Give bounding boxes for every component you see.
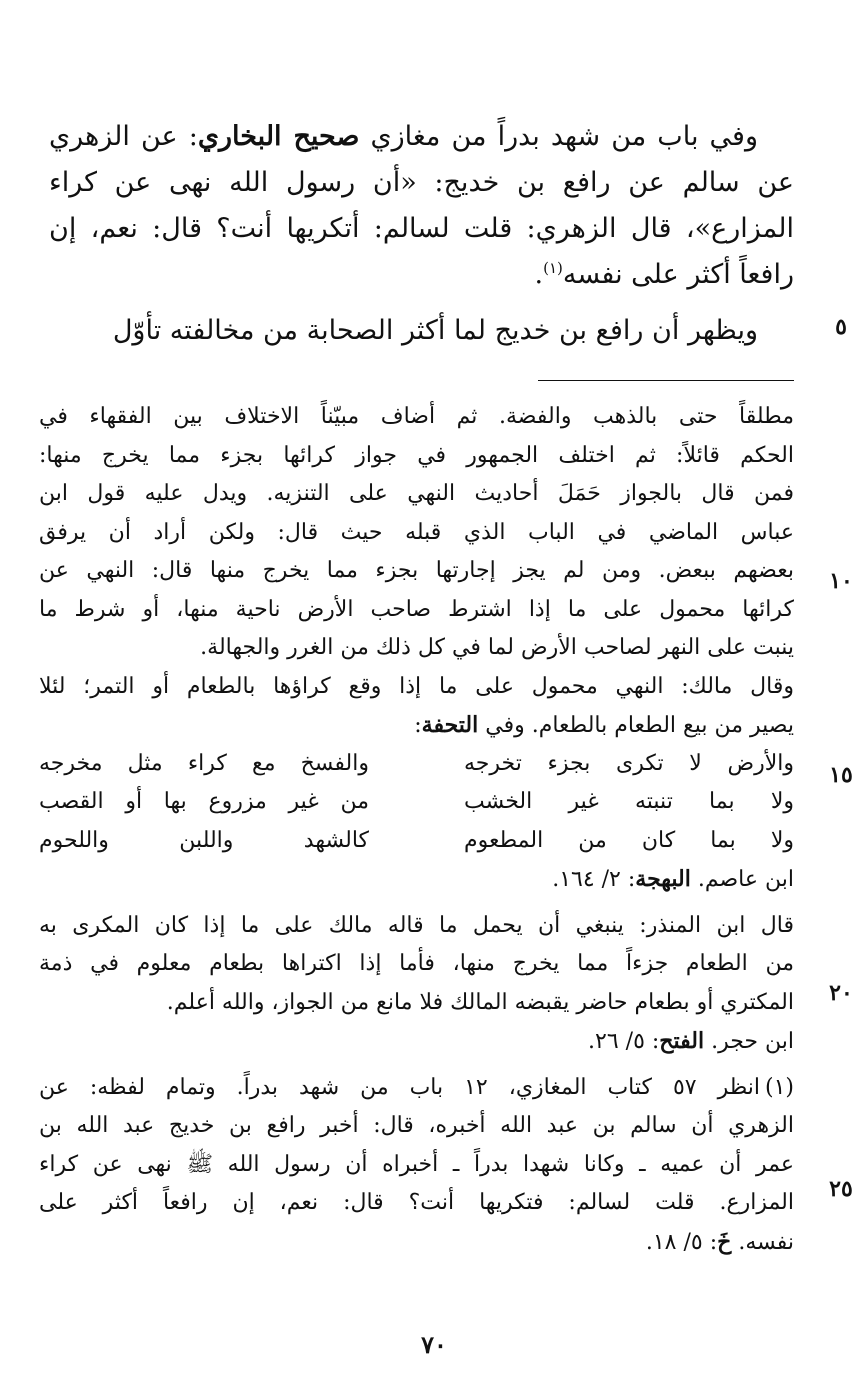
footnote-1-citation: نفسه. خَ: ٥/ ١٨. xyxy=(645,1228,794,1255)
note-line: بعضهم ببعض. ومن لم يجز إجارتها بجزء مما يخرج منها قال: النهي عن xyxy=(39,558,794,583)
note-line: قال ابن المنذر: ينبغي أن يحمل ما قاله مالك على ما إذا كان المكرى به xyxy=(39,912,794,938)
footnote-1-line: الزهري أن سالم بن عبد الله أخبره، قال: أخبر رافع بن خديج عبد الله بن xyxy=(39,1113,794,1138)
footnote-1-line: المزارع. قلت لسالم: فتكريها أنت؟ قال: نعم، إن رافعاً أكثر على xyxy=(39,1190,794,1215)
margin-line-number-5: ٥ xyxy=(835,314,847,340)
margin-line-number-10: ١٠ xyxy=(829,568,853,594)
poem-hemistich-first: ولا بما تنبته غير الخشب xyxy=(464,789,794,814)
source-title-tuhfa: التحفة xyxy=(421,712,479,738)
footnote-reference[interactable]: (١) xyxy=(543,259,563,277)
note-line: الحكم قائلاً: ثم اختلف الجمهور في جواز كرائها بجزء مما يخرج منها: xyxy=(39,442,794,468)
poem-verses xyxy=(39,745,794,861)
footnote-separator xyxy=(538,380,794,381)
para1-line3: المزارع»، قال الزهري: قلت لسالم: أتكريها أنت؟ قال: نعم، إن xyxy=(49,213,794,244)
poem-verse xyxy=(39,745,794,784)
note-line-tuhfa: يصير من بيع الطعام بالطعام. وفي التحفة: xyxy=(414,712,794,738)
margin-line-number-25: ٢٥ xyxy=(829,1176,853,1202)
source-title-bahja: البهجة xyxy=(635,866,691,892)
poem-hemistich-second: والفسخ مع كراء مثل مخرجه xyxy=(39,750,369,776)
source-abbrev-bukhari: خَ xyxy=(717,1228,732,1255)
book-title-bukhari: صحيح البخاري xyxy=(197,121,360,152)
poem-verse xyxy=(39,822,794,861)
para1-line1: وفي باب من شهد بدراً من مغازي صحيح البخاري: عن xyxy=(141,121,758,152)
main-paragraph-2: ويظهر أن رافع بن خديج لما أكثر الصحابة من مخالفته تأوّل xyxy=(112,315,758,346)
footnote-1-line: عمر أن عميه ـ وكانا شهدا بدراً ـ أخبراه أن رسول الله ﷺ نهى عن كراء xyxy=(39,1151,794,1177)
note-line: المكتري أو بطعام حاضر يقبضه المالك فلا مانع من الجواز، والله أعلم. xyxy=(166,989,794,1015)
footnote-1-label: (١) xyxy=(764,1074,794,1100)
poem-verse xyxy=(39,783,794,822)
note-line: من الطعام جزءاً مما يخرج منها، فأما إذا اكتراها بطعام معلوم في ذمة xyxy=(39,951,794,976)
note-line: ينبت على النهر لصاحب الأرض لما في كل ذلك من الغرر والجهالة. xyxy=(200,635,794,660)
poem-hemistich-second: من غير مزروع بها أو القصب xyxy=(39,789,369,814)
note-citation-bahja: ابن عاصم. البهجة: ٢/ ١٦٤. xyxy=(552,866,794,892)
note-line: وقال مالك: النهي محمول على ما إذا وقع كراؤها بالطعام أو التمر؛ لئلا xyxy=(39,673,794,699)
footnote-1-line: (١)انظر ٥٧ كتاب المغازي، ١٢ باب من شهد بدراً. وتمام لفظه: عن xyxy=(39,1069,794,1108)
poem-hemistich-first: ولا بما كان من المطعوم xyxy=(464,827,794,853)
margin-line-number-15: ١٥ xyxy=(829,762,853,788)
para1-line4: رافعاً أكثر على نفسه$^{(١)}$. xyxy=(534,259,794,290)
note-line: فمن قال بالجواز حَمَلَ أحاديث النهي على التنزيه. ويدل عليه قول ابن xyxy=(39,481,794,506)
source-title-fath: الفتح xyxy=(659,1028,705,1054)
note-line: كرائها محمول على ما إذا اشترط صاحب الأرض ناحية منها، أو شرط ما xyxy=(39,596,794,622)
footnotes-area xyxy=(39,398,794,1261)
note-line: مطلقاً حتى بالذهب والفضة. ثم أضاف مبيّناً الاختلاف بين الفقهاء في xyxy=(39,404,794,429)
poem-hemistich-second: كالشهد واللبن واللحوم xyxy=(39,827,369,853)
main-paragraph-1 xyxy=(49,114,794,298)
poem-hemistich-first: والأرض لا تكرى بجزء تخرجه xyxy=(464,750,794,776)
para1-line2: الزهري عن سالم عن رافع بن خديج: «أن رسول الله نهى عن كراء xyxy=(49,121,794,198)
page-number: ٧٠ xyxy=(421,1330,447,1359)
note-line: عباس الماضي في الباب الذي قبله حيث قال: ولكن أراد أن يرفق xyxy=(39,519,794,545)
note-citation-fath: ابن حجر. الفتح: ٥/ ٢٦. xyxy=(588,1028,794,1054)
margin-line-number-20: ٢٠ xyxy=(829,980,853,1006)
